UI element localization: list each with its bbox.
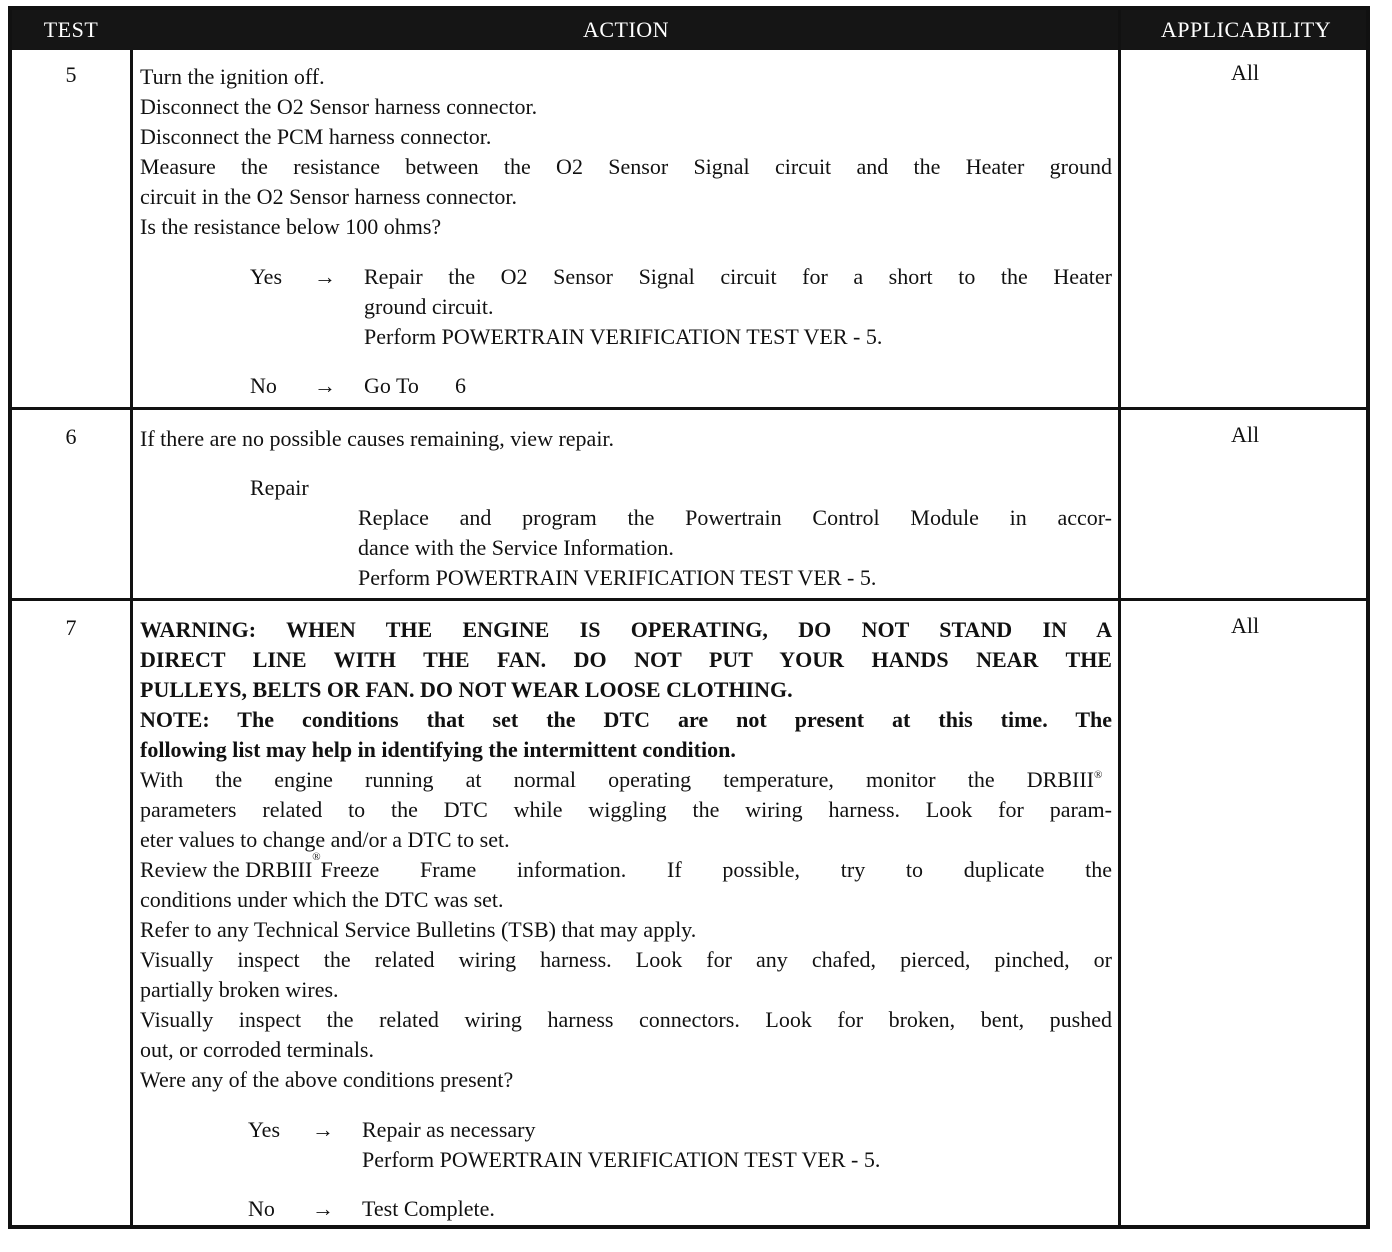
action-line: If there are no possible causes remaining, view repair. — [140, 426, 615, 451]
action-line: partially broken wires. — [140, 977, 339, 1002]
applicability-value: All — [1230, 60, 1260, 85]
action-line: Measure the resistance between the O2 Sensor Signal circuit and the Heater ground — [140, 154, 1112, 179]
yes-action-line: ground circuit. — [364, 294, 494, 319]
action-line: eter values to change and/or a DTC to set. — [140, 827, 510, 852]
action-line: Visually inspect the related wiring harness connectors. Look for broken, bent, pushed — [140, 1007, 1112, 1032]
action-line: Disconnect the O2 Sensor harness connector. — [140, 94, 538, 119]
row-divider-5-6 — [12, 407, 1370, 410]
no-action-text: Test Complete. — [362, 1196, 495, 1221]
right-arrow-icon: → — [314, 373, 336, 398]
header-applicability: APPLICABILITY — [1160, 17, 1332, 42]
note-line: NOTE: The conditions that set the DTC are not present at this time. The — [140, 707, 1112, 732]
no-action-text: Go To — [364, 373, 419, 398]
yes-action-line: Perform POWERTRAIN VERIFICATION TEST VER - 5. — [364, 324, 883, 349]
action-line: circuit in the O2 Sensor harness connector. — [140, 184, 517, 209]
header-action: ACTION — [582, 17, 670, 42]
action-line-text: With the engine running at normal operating temperature, monitor the DRBIII — [140, 767, 1094, 792]
action-line-text: Freeze Frame information. If possible, try to duplicate the — [320, 857, 1112, 882]
warning-line: PULLEYS, BELTS OR FAN. DO NOT WEAR LOOSE CLOTHING. — [140, 677, 793, 702]
test-number: 6 — [65, 424, 77, 449]
action-line: conditions under which the DTC was set. — [140, 887, 504, 912]
action-line: Were any of the above conditions present? — [140, 1067, 514, 1092]
no-label: No — [248, 1196, 275, 1221]
table-header — [12, 10, 1366, 50]
warning-line: DIRECT LINE WITH THE FAN. DO NOT PUT YOUR HANDS NEAR THE — [140, 647, 1112, 672]
yes-action-line: Repair as necessary — [362, 1117, 536, 1142]
no-label: No — [250, 373, 277, 398]
right-arrow-icon: → — [312, 1196, 334, 1221]
action-line-text: Review the DRBIII — [140, 857, 313, 882]
action-line: Is the resistance below 100 ohms? — [140, 214, 442, 239]
repair-action-line: Replace and program the Powertrain Control Module in accor- — [358, 505, 1112, 530]
action-line: parameters related to the DTC while wiggling the wiring harness. Look for param- — [140, 797, 1112, 822]
note-line: following list may help in identifying the intermittent condition. — [140, 737, 736, 762]
right-arrow-icon: → — [314, 264, 336, 289]
header-test: TEST — [43, 17, 99, 42]
diagnostic-table — [8, 6, 1370, 1229]
yes-label: Yes — [250, 264, 283, 289]
test-number: 5 — [65, 62, 77, 87]
action-line: out, or corroded terminals. — [140, 1037, 374, 1062]
yes-action-line: Perform POWERTRAIN VERIFICATION TEST VER - 5. — [362, 1147, 881, 1172]
test-number: 7 — [65, 615, 77, 640]
yes-label: Yes — [248, 1117, 281, 1142]
row-divider-6-7 — [12, 598, 1370, 601]
column-divider-test — [130, 10, 133, 1229]
go-to-target-link[interactable]: 6 — [455, 373, 466, 398]
yes-action-line: Repair the O2 Sensor Signal circuit for a short to the Heater — [364, 264, 1112, 289]
applicability-value: All — [1230, 422, 1260, 447]
right-arrow-icon: → — [312, 1117, 334, 1142]
action-line — [140, 765, 1112, 795]
registered-mark: ® — [1094, 769, 1103, 781]
repair-action-line: dance with the Service Information. — [358, 535, 674, 560]
action-line: Disconnect the PCM harness connector. — [140, 124, 492, 149]
action-line: Visually inspect the related wiring harness. Look for any chafed, pierced, pinched, or — [140, 947, 1112, 972]
repair-label: Repair — [250, 475, 309, 500]
action-line — [140, 851, 1112, 885]
repair-action-line: Perform POWERTRAIN VERIFICATION TEST VER - 5. — [358, 565, 877, 590]
warning-line: WARNING: WHEN THE ENGINE IS OPERATING, DO NOT STAND IN A — [140, 617, 1112, 642]
applicability-value: All — [1230, 613, 1260, 638]
registered-mark: ® — [312, 851, 321, 863]
action-line: Refer to any Technical Service Bulletins (TSB) that may apply. — [140, 917, 697, 942]
action-line: Turn the ignition off. — [140, 64, 325, 89]
